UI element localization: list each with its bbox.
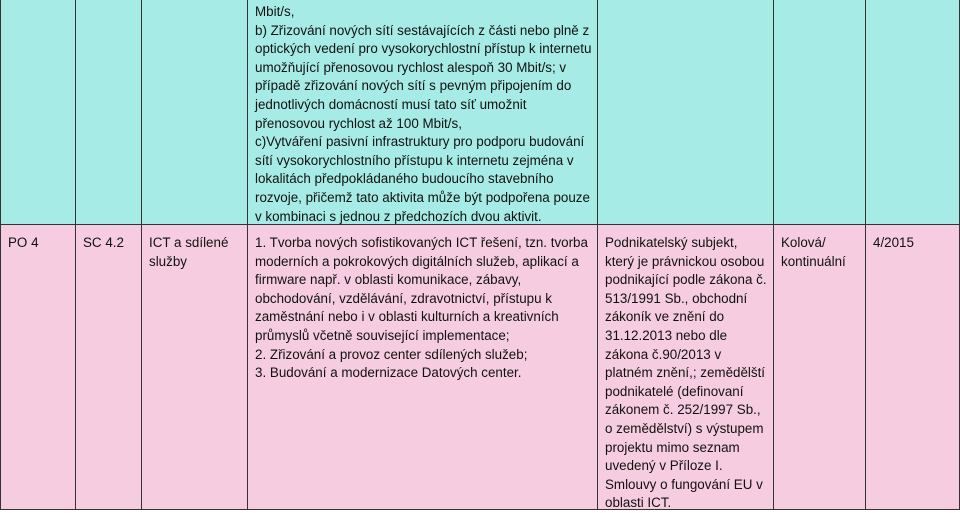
column-date [865,0,960,510]
table-cell [866,225,959,510]
table-cell [866,0,959,225]
table-cell [142,225,247,510]
column-priority-axis [0,0,76,510]
priority-axis-code: PO 4 [8,235,39,250]
table-cell [774,225,865,510]
table-cell [1,225,75,510]
column-specific-objective [75,0,142,510]
column-call-type [773,0,866,510]
column-activities [247,0,598,510]
call-type-text: Kolová/ kontinuální [781,235,846,269]
table-cell [774,0,865,225]
program-title: ICT a sdílené služby [149,235,229,269]
activities-text: 1. Tvorba nových sofistikovaných ICT řešení, tzn. tvorba moderních a pokrokových digitálních služeb, aplikací a firmware např. v oblasti komunikace, zábavy, obchodování, vzdělávání, zdravotnictví, přístupu k zaměstnání nebo i v oblasti kulturních a kreativních průmyslů včetně související implementace; 2. Zřizování a provoz center sdílených služeb; 3. Budování a modernizace Datových center. [255,235,588,381]
column-program-title [141,0,248,510]
eligible-applicants-text: Podnikatelský subjekt, který je právnickou osobou podnikající podle zákona č. 513/1991 Sb., obchodní zákoník ve znění do 31.12.2013 nebo dle zákona č.90/2013 v platném znění,; zemědělští podnikatelé (definovaní zákonem č. 252/1997 Sb., o zemědělství) s výstupem projektu mimo seznam uvedený v Příloze I. Smlouvy o fungování EU v oblasti ICT. [605,235,767,511]
table-cell [598,225,773,510]
table-cell [76,0,141,225]
continued-activities-text: Mbit/s, b) Zřizování nových sítí sestávajících z části nebo plně z optických vedení pro vysokorychlostní přístup k internetu umožňující přenosovou rychlost alespoň 30 Mbit/s; v případě zřizování nových sítí s pevným připojením do jednotlivých domácností musí tato síť umožnit přenosovou rychlost až 100 Mbit/s, c)Vytváření pasivní infrastruktury pro podporu budování sítí vysokorychlostního přístupu k internetu zejména v lokalitách předpokládaného budoucího stavebního rozvoje, přičemž tato aktivita může být podpořena pouze v kombinaci s jednou z předchozích dvou aktivit. [255,4,592,224]
table-cell [248,0,597,225]
table-cell [248,225,597,510]
table-cell [1,0,75,225]
table-cell [76,225,141,510]
table-cell [142,0,247,225]
call-date-text: 4/2015 [873,235,914,250]
table-cell [598,0,773,225]
specific-objective-code: SC 4.2 [83,235,124,250]
column-applicants [597,0,774,510]
